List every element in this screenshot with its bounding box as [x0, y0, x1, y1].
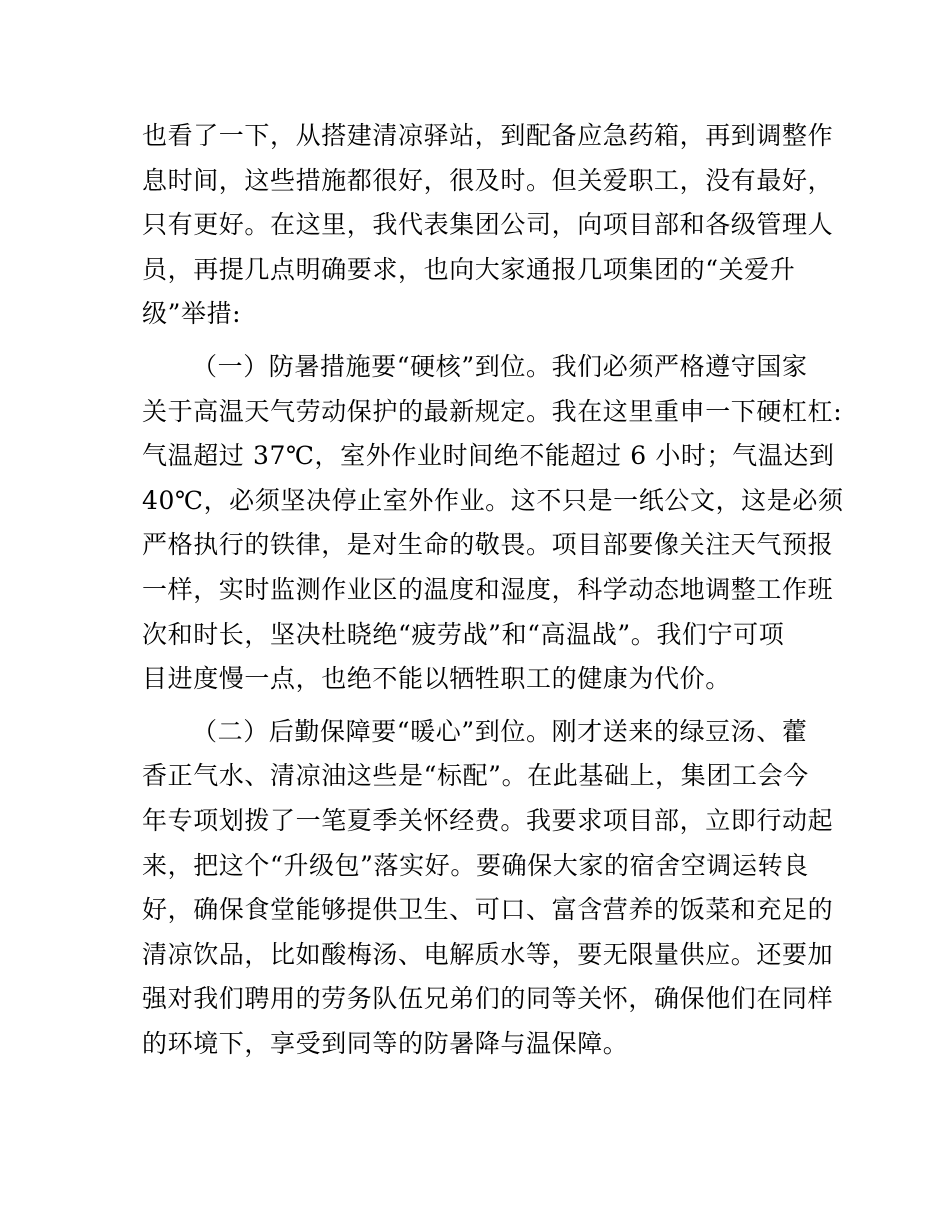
paragraph-line: 强对我们聘用的劳务队伍兄弟们的同等关怀，确保他们在同样: [142, 984, 834, 1014]
paragraph-line: 气温超过 37℃，室外作业时间绝不能超过 6 小时；气温达到: [142, 441, 835, 471]
paragraph-line: 的环境下，享受到同等的防暑降与温保障。: [142, 1028, 629, 1058]
paragraph-line: 只有更好。在这里，我代表集团公司，向项目部和各级管理人: [142, 210, 834, 240]
paragraph-line: 香正气水、清凉油这些是“标配”。在此基础上，集团工会今: [142, 761, 809, 791]
paragraph-line: 40℃，必须坚决停止室外作业。这不只是一纸公文，这是必须: [142, 485, 844, 515]
paragraph-line: 年专项划拨了一笔夏季关怀经费。我要求项目部，立即行动起: [142, 805, 834, 835]
paragraph-line: 级”举措:: [142, 299, 242, 329]
paragraph-line: 目进度慢一点，也绝不能以牺牲职工的健康为代价。: [142, 664, 731, 694]
paragraph-line: 息时间，这些措施都很好，很及时。但关爱职工，没有最好，: [142, 165, 834, 195]
paragraph-line: 关于高温天气劳动保护的最新规定。我在这里重申一下硬杠杠:: [142, 396, 843, 426]
paragraph-3: [142, 710, 834, 1067]
paragraph-line: 清凉饮品，比如酸梅汤、电解质水等，要无限量供应。还要加: [142, 939, 834, 969]
paragraph-line: （二）后勤保障要“暖心”到位。刚才送来的绿豆汤、藿: [192, 716, 808, 746]
paragraph-gap: [142, 337, 812, 345]
paragraph-line: 好，确保食堂能够提供卫生、可口、富含营养的饭菜和充足的: [142, 895, 834, 925]
paragraph-line: 来，把这个“升级包”落实好。要确保大家的宿舍空调运转良: [142, 850, 809, 880]
paragraph-line: 严格执行的铁律，是对生命的敬畏。项目部要像关注天气预报: [142, 530, 834, 560]
paragraph-line: 也看了一下，从搭建清凉驿站，到配备应急药箱，再到调整作: [142, 121, 834, 150]
paragraph-gap: [142, 702, 812, 710]
document-body: [142, 114, 844, 1066]
paragraph-line: （一）防暑措施要“硬核”到位。我们必须严格遵守国家: [192, 351, 808, 381]
paragraph-line: 次和时长，坚决杜晓绝“疲劳战”和“高温战”。我们宁可项: [142, 619, 785, 649]
paragraph-2: [142, 345, 844, 702]
paragraph-line: 员，再提几点明确要求，也向大家通报几项集团的“关爱升: [142, 254, 796, 284]
paragraph-line: 一样，实时监测作业区的温度和湿度，科学动态地调整工作班: [142, 574, 834, 604]
paragraph-1: [142, 114, 834, 337]
